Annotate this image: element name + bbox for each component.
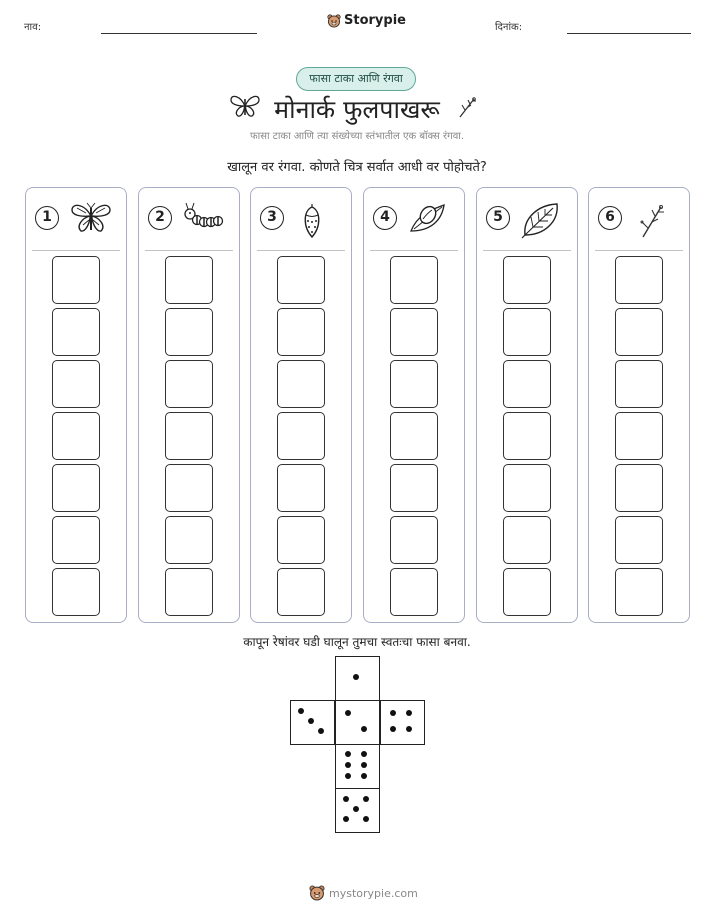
dice-face-5 <box>335 788 380 833</box>
color-box[interactable] <box>615 412 663 460</box>
column-2 <box>138 187 240 623</box>
brand-logo <box>327 13 406 28</box>
color-box[interactable] <box>615 568 663 616</box>
color-box[interactable] <box>277 308 325 356</box>
color-box[interactable] <box>390 516 438 564</box>
color-box[interactable] <box>390 412 438 460</box>
color-box[interactable] <box>615 516 663 564</box>
page-title: मोनार्क फुलपाखरू <box>274 95 440 124</box>
color-box[interactable] <box>277 516 325 564</box>
twig-icon <box>631 201 677 239</box>
date-line <box>567 33 691 34</box>
column-number: 2 <box>148 206 172 230</box>
color-box[interactable] <box>503 360 551 408</box>
game-instruction: खालून वर रंगवा. कोणते चित्र सर्वात आधी वर पोहोचते? <box>227 160 487 175</box>
column-6 <box>588 187 690 623</box>
bear-mascot-icon <box>309 885 325 901</box>
color-box[interactable] <box>390 256 438 304</box>
dice-instruction: कापून रेषांवर घडी घालून तुमचा स्वतःचा फासा बनवा. <box>243 635 471 649</box>
color-box[interactable] <box>615 256 663 304</box>
twig-icon <box>456 95 480 119</box>
color-box[interactable] <box>615 308 663 356</box>
color-box[interactable] <box>165 412 213 460</box>
color-box[interactable] <box>165 308 213 356</box>
color-box[interactable] <box>503 464 551 512</box>
caterpillar-icon <box>181 201 227 235</box>
color-box[interactable] <box>52 256 100 304</box>
color-box[interactable] <box>52 360 100 408</box>
butterfly-icon <box>68 201 114 235</box>
color-box[interactable] <box>165 516 213 564</box>
column-1 <box>25 187 127 623</box>
color-box[interactable] <box>277 568 325 616</box>
color-box[interactable] <box>165 256 213 304</box>
dice-face-2 <box>335 700 380 745</box>
color-box[interactable] <box>52 464 100 512</box>
footer-url[interactable]: mystorypie.com <box>329 886 418 900</box>
column-number: 5 <box>486 206 510 230</box>
color-box[interactable] <box>503 516 551 564</box>
color-box[interactable] <box>52 568 100 616</box>
dice-face-4 <box>380 700 425 745</box>
color-box[interactable] <box>165 464 213 512</box>
color-box[interactable] <box>277 360 325 408</box>
brand-name: Storypie <box>344 13 406 28</box>
color-box[interactable] <box>615 464 663 512</box>
column-number: 4 <box>373 206 397 230</box>
dice-face-3 <box>290 700 335 745</box>
dice-face-6 <box>335 744 380 789</box>
color-box[interactable] <box>277 412 325 460</box>
date-label: दिनांक: <box>495 22 523 33</box>
color-box[interactable] <box>277 464 325 512</box>
column-number: 1 <box>35 206 59 230</box>
color-box[interactable] <box>503 412 551 460</box>
color-box[interactable] <box>503 256 551 304</box>
color-box[interactable] <box>52 412 100 460</box>
page-subtitle: फासा टाका आणि त्या संख्येच्या स्तंभातील एक बॉक्स रंगवा. <box>249 131 465 142</box>
column-4 <box>363 187 465 623</box>
color-box[interactable] <box>503 568 551 616</box>
column-number: 3 <box>260 206 284 230</box>
color-box[interactable] <box>165 568 213 616</box>
color-box[interactable] <box>52 516 100 564</box>
color-box[interactable] <box>615 360 663 408</box>
activity-badge: फासा टाका आणि रंगवा <box>296 67 416 91</box>
column-5 <box>476 187 578 623</box>
dice-net <box>290 656 426 836</box>
column-3 <box>250 187 352 623</box>
color-box[interactable] <box>390 464 438 512</box>
leaf-icon <box>519 201 565 239</box>
footer <box>309 885 418 901</box>
color-box[interactable] <box>52 308 100 356</box>
chrysalis-icon <box>293 201 339 239</box>
color-box[interactable] <box>390 568 438 616</box>
color-box[interactable] <box>390 308 438 356</box>
column-number: 6 <box>598 206 622 230</box>
name-line <box>101 33 257 34</box>
color-box[interactable] <box>390 360 438 408</box>
seed-icon <box>406 201 452 237</box>
bear-mascot-icon <box>327 14 341 28</box>
dice-face-1 <box>335 656 380 701</box>
color-box[interactable] <box>165 360 213 408</box>
name-label: नाव: <box>24 22 42 33</box>
color-box[interactable] <box>503 308 551 356</box>
color-box[interactable] <box>277 256 325 304</box>
